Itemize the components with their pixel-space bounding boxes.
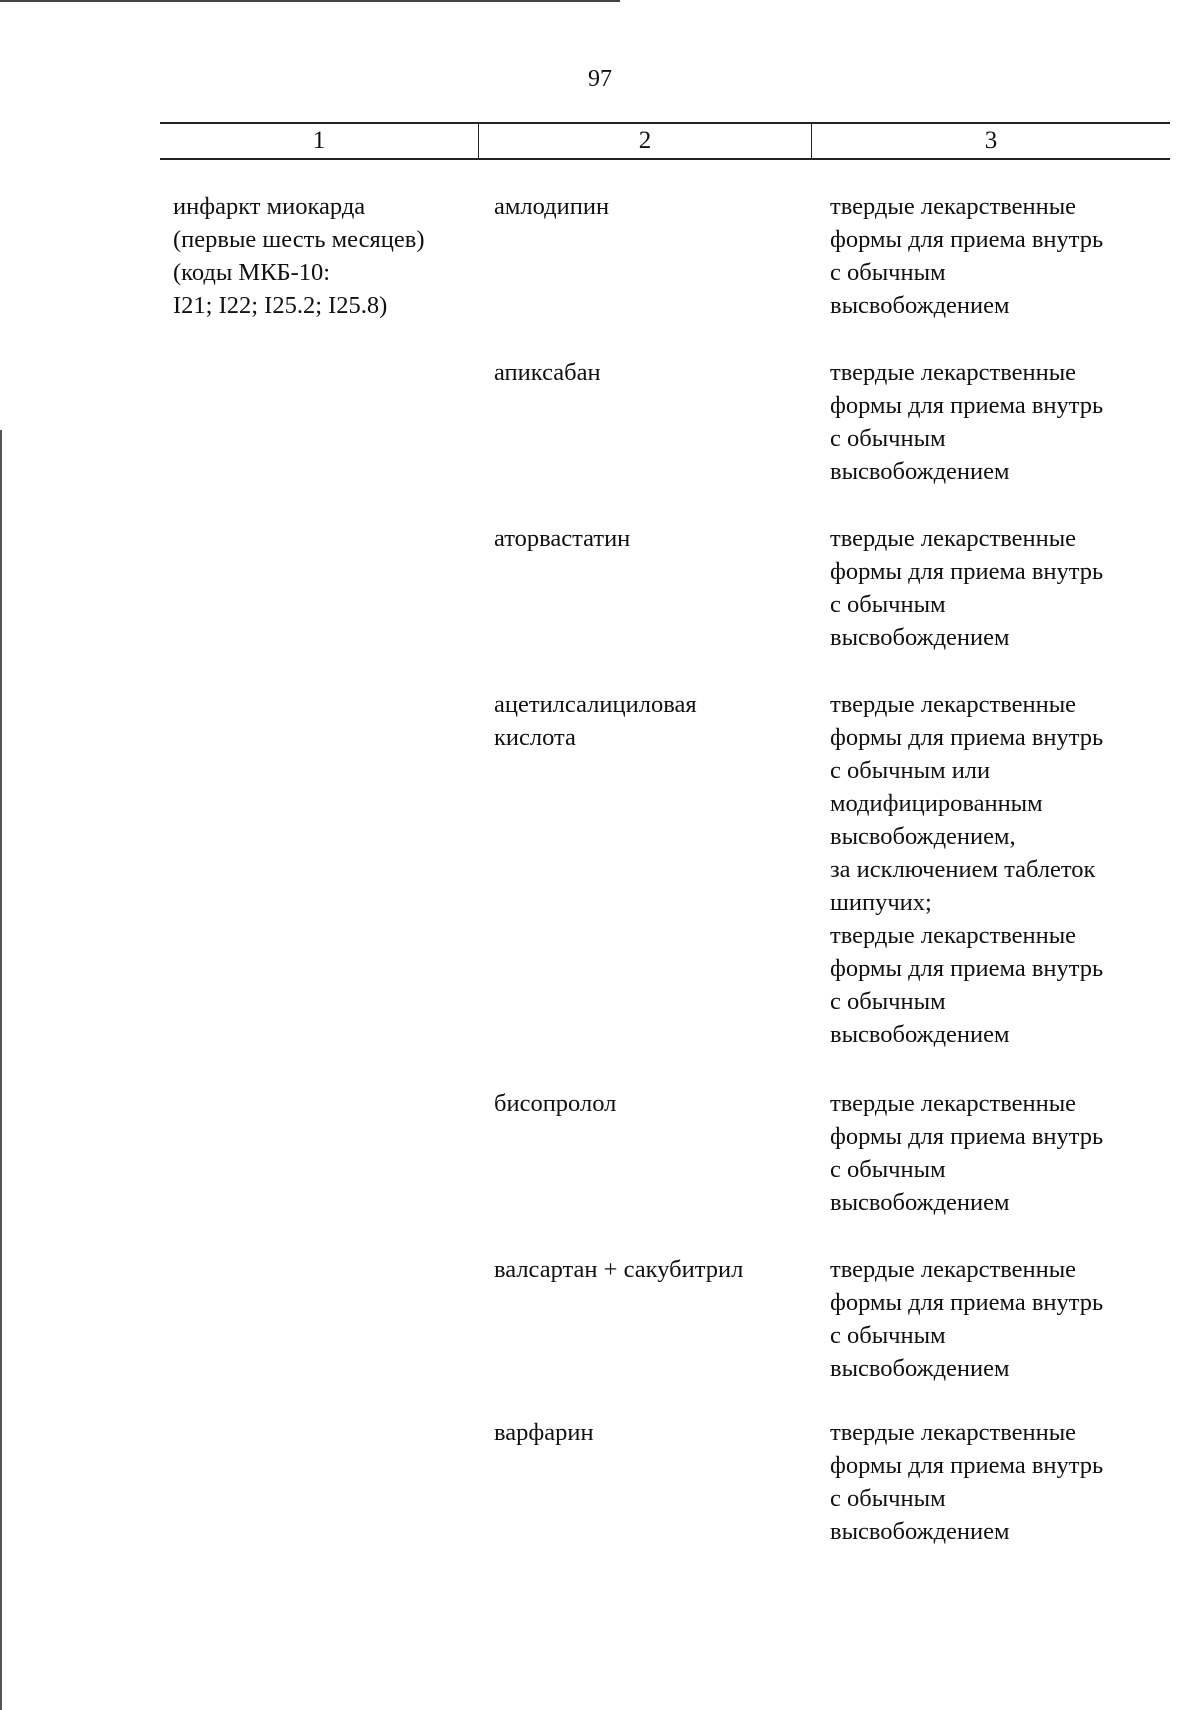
drug-name: варфарин bbox=[494, 1419, 594, 1446]
scan-edge-top bbox=[0, 0, 620, 2]
dosage-form: твердые лекарственные формы для приема внутрь с обычным высвобождением bbox=[830, 193, 1104, 319]
drug-name: бисопролол bbox=[494, 1090, 617, 1117]
header-bottom-rule bbox=[160, 158, 1170, 160]
dosage-form: твердые лекарственные формы для приема внутрь с обычным высвобождением bbox=[830, 1419, 1104, 1545]
drug-name: амлодипин bbox=[494, 193, 610, 220]
header-col-1: 1 bbox=[312, 127, 326, 154]
drug-name: валсартан + сакубитрил bbox=[494, 1256, 744, 1283]
dosage-form: твердые лекарственные формы для приема внутрь с обычным высвобождением bbox=[830, 1256, 1104, 1382]
diagnosis-cell: инфаркт миокарда (первые шесть месяцев) (коды МКБ-10: I21; I22; I25.2; I25.8) bbox=[173, 193, 425, 319]
dosage-form: твердые лекарственные формы для приема внутрь с обычным высвобождением bbox=[830, 359, 1104, 485]
page-number: 97 bbox=[588, 66, 612, 92]
drug-name: аторвастатин bbox=[494, 525, 631, 552]
dosage-form: твердые лекарственные формы для приема внутрь с обычным высвобождением bbox=[830, 525, 1104, 651]
header-col-3: 3 bbox=[984, 127, 998, 154]
header-col-2: 2 bbox=[638, 127, 652, 154]
dosage-form: твердые лекарственные формы для приема внутрь с обычным высвобождением bbox=[830, 1090, 1104, 1216]
scan-edge-left bbox=[0, 430, 2, 1710]
dosage-form: твердые лекарственные формы для приема внутрь с обычным или модифицированным высвобождением, за исключением таблеток шипучих; твердые лекарственные формы для приема внутрь с обычным высвобождением bbox=[830, 691, 1104, 1048]
drug-name: апиксабан bbox=[494, 359, 601, 386]
drug-name: ацетилсалициловая кислота bbox=[494, 691, 697, 751]
